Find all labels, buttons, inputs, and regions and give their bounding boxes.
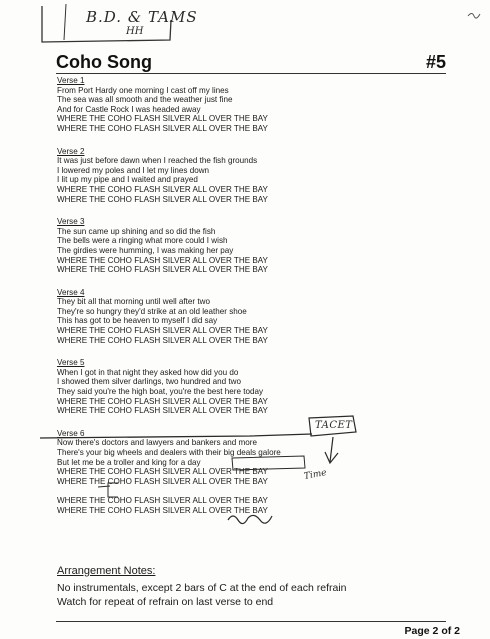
verse-2 xyxy=(57,147,447,205)
lyric-line: When I got in that night they asked how did you do xyxy=(57,367,239,377)
refrain-line: WHERE THE COHO FLASH SILVER ALL OVER THE BAY xyxy=(57,194,268,204)
refrain-repeat-line: WHERE THE COHO FLASH SILVER ALL OVER THE BAY xyxy=(57,505,268,515)
song-header xyxy=(56,52,446,74)
refrain-line: WHERE THE COHO FLASH SILVER ALL OVER THE BAY xyxy=(57,406,268,416)
handwritten-top-note: B.D. & TAMS xyxy=(86,8,198,26)
lyric-line: The girdies were humming, I was making her pay xyxy=(57,245,234,255)
lyric-line: From Port Hardy one morning I cast off my lines xyxy=(57,85,229,95)
refrain-line: WHERE THE COHO FLASH SILVER ALL OVER THE BAY xyxy=(57,265,268,275)
refrain-line: WHERE THE COHO FLASH SILVER ALL OVER THE BAY xyxy=(57,123,268,133)
lyric-line: And for Castle Rock I was headed away xyxy=(57,104,201,114)
refrain-line: WHERE THE COHO FLASH SILVER ALL OVER THE BAY xyxy=(57,467,268,477)
lyric-line: I showed them silver darlings, two hundred and two xyxy=(57,377,242,387)
refrain-line: WHERE THE COHO FLASH SILVER ALL OVER THE BAY xyxy=(57,335,268,345)
verses-block xyxy=(57,76,447,528)
handwritten-time: Time xyxy=(303,468,328,482)
verse-title: Verse 4 xyxy=(57,287,85,297)
refrain-line: WHERE THE COHO FLASH SILVER ALL OVER THE BAY xyxy=(57,476,268,486)
footer-rule xyxy=(56,621,446,622)
page-number: Page 2 of 2 xyxy=(404,625,460,637)
verse-4 xyxy=(57,288,447,346)
lyric-line: But let me be a troller and king for a day xyxy=(57,457,201,467)
lyric-line: I lowered my poles and I let my lines down xyxy=(57,165,210,175)
lyric-line: Now there's doctors and lawyers and bankers and more xyxy=(57,438,257,448)
lyric-line: They're so hungry they'd strike at an old leather shoe xyxy=(57,306,247,316)
blank-line xyxy=(57,486,447,496)
verse-title: Verse 5 xyxy=(57,358,85,368)
verse-5 xyxy=(57,358,447,416)
corner-scribble-icon xyxy=(466,10,482,20)
verse-1 xyxy=(57,76,447,134)
lyric-line: I lit up my pipe and I waited and prayed xyxy=(57,175,198,185)
lyric-line: The bells were a ringing what more could I wish xyxy=(57,236,228,246)
verse-title: Verse 6 xyxy=(57,428,85,438)
refrain-repeat-line: WHERE THE COHO FLASH SILVER ALL OVER THE BAY xyxy=(57,495,268,505)
lyric-line: They said you're the high boat, you're the best here today xyxy=(57,387,264,397)
refrain-line: WHERE THE COHO FLASH SILVER ALL OVER THE BAY xyxy=(57,255,268,265)
handwritten-tacet: TACET xyxy=(315,420,353,431)
lyric-line: They bit all that morning until well after two xyxy=(57,297,210,307)
verse-title: Verse 2 xyxy=(57,146,85,156)
verse-title: Verse 3 xyxy=(57,217,85,227)
lyric-line: The sea was all smooth and the weather just fine xyxy=(57,95,233,105)
refrain-line: WHERE THE COHO FLASH SILVER ALL OVER THE BAY xyxy=(57,326,268,336)
verse-title: Verse 1 xyxy=(57,76,85,85)
handwritten-annotation-box xyxy=(36,2,198,42)
notes-line: Watch for repeat of refrain on last verse to end xyxy=(57,596,274,608)
handwritten-initials: HH xyxy=(126,26,144,37)
lyric-line: There's your big wheels and dealers with their big deals galore xyxy=(57,448,281,457)
arrangement-notes xyxy=(57,565,447,609)
refrain-line: WHERE THE COHO FLASH SILVER ALL OVER THE BAY xyxy=(57,114,268,124)
notes-title: Arrangement Notes: xyxy=(57,565,156,577)
lyric-line: It was just before dawn when I reached the fish grounds xyxy=(57,156,258,166)
lyric-line: The sun came up shining and so did the fish xyxy=(57,226,216,236)
refrain-line: WHERE THE COHO FLASH SILVER ALL OVER THE BAY xyxy=(57,184,268,194)
verse-6 xyxy=(57,429,447,515)
header-rule xyxy=(56,73,446,74)
song-title: Coho Song xyxy=(56,52,152,72)
notes-line: No instrumentals, except 2 bars of C at the end of each refrain xyxy=(57,582,347,594)
lyric-line: This has got to be heaven to myself I did say xyxy=(57,316,218,326)
refrain-line: WHERE THE COHO FLASH SILVER ALL OVER THE BAY xyxy=(57,396,268,406)
verse-3 xyxy=(57,217,447,275)
song-number: #5 xyxy=(425,52,446,72)
